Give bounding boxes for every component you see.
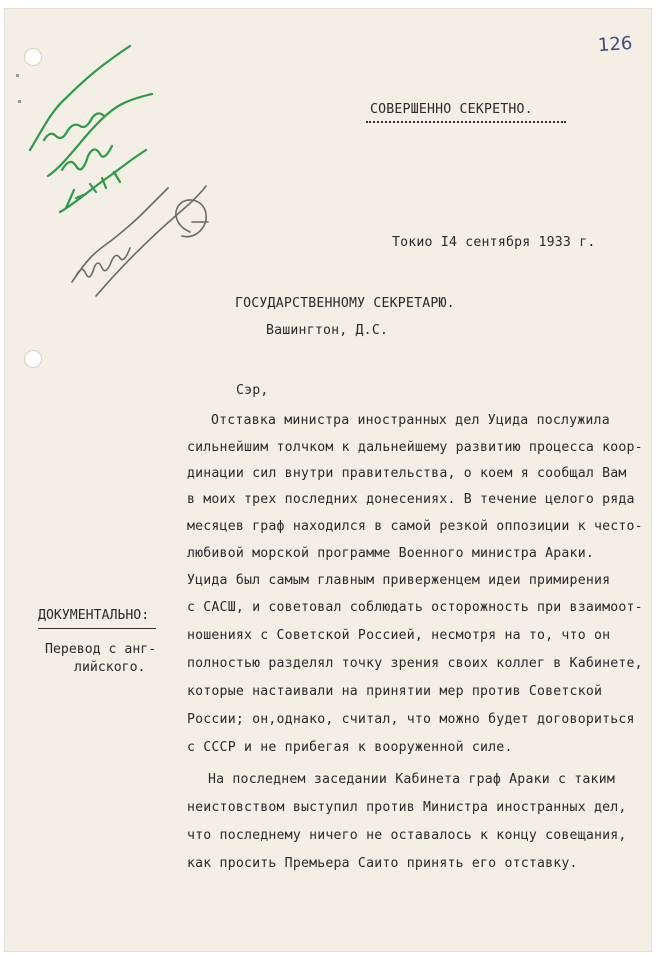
body-line: Уцида был самым главным приверженцем идеи примирения bbox=[187, 573, 611, 588]
body-line: России; он,однако, считал, что можно будет договориться bbox=[187, 712, 635, 727]
punch-hole-bottom bbox=[24, 350, 42, 368]
body-line: полностью разделял точку зрения своих коллег в Кабинете, bbox=[187, 656, 643, 671]
body-line: неистовством выступил против Министра иностранных дел, bbox=[187, 800, 627, 815]
punch-hole-top bbox=[24, 48, 42, 66]
body-line: сильнейшим толчком к дальнейшему развитию процесса коор- bbox=[187, 440, 643, 455]
paper-mark bbox=[18, 100, 21, 103]
body-line: любивой морской программе Военного министра Араки. bbox=[187, 546, 594, 561]
margin-note-underline bbox=[38, 628, 156, 630]
body-line: что последнему ничего не оставалось к концу совещания, bbox=[187, 828, 627, 843]
body-line: динации сил внутри правительства, о коем я сообщал Вам bbox=[187, 466, 627, 481]
body-line: как просить Премьера Саито принять его отставку. bbox=[187, 856, 578, 871]
margin-note-line: Перевод с анг- bbox=[45, 642, 157, 657]
body-line: с САСШ, и советовал соблюдать осторожность при взаимоот- bbox=[187, 600, 643, 615]
margin-note-line: лийского. bbox=[74, 660, 146, 675]
body-line: с СССР и не прибегая к вооруженной силе. bbox=[187, 740, 513, 755]
body-line: в моих трех последних донесениях. В течение целого ряда bbox=[187, 492, 635, 507]
paper-mark bbox=[16, 74, 19, 77]
place-date: Токио I4 сентября 1933 г. bbox=[392, 235, 596, 250]
margin-note-heading: ДОКУМЕНТАЛЬНО: bbox=[38, 608, 150, 623]
classification-underline bbox=[366, 121, 566, 124]
addressee-city: Вашингтон, Д.С. bbox=[266, 323, 389, 338]
body-line: На последнем заседании Кабинета граф Араки с таким bbox=[208, 772, 615, 787]
body-line: ношениях с Советской Россией, несмотря на то, что он bbox=[187, 628, 611, 643]
body-line: которые настаивали на принятии мер против Советской bbox=[187, 684, 603, 699]
page-number: 126 bbox=[597, 32, 634, 57]
salutation: Сэр, bbox=[236, 383, 269, 398]
body-line: месяцев граф находился в самой резкой оппозиции к често- bbox=[187, 519, 643, 534]
document-page bbox=[4, 8, 652, 952]
addressee-title: ГОСУДАРСТВЕННОМУ СЕКРЕТАРЮ. bbox=[235, 296, 455, 311]
classification-stamp: СОВЕРШЕННО СЕКРЕТНО. bbox=[370, 102, 533, 117]
body-line: Отставка министра иностранных дел Уцида послужила bbox=[211, 413, 610, 428]
